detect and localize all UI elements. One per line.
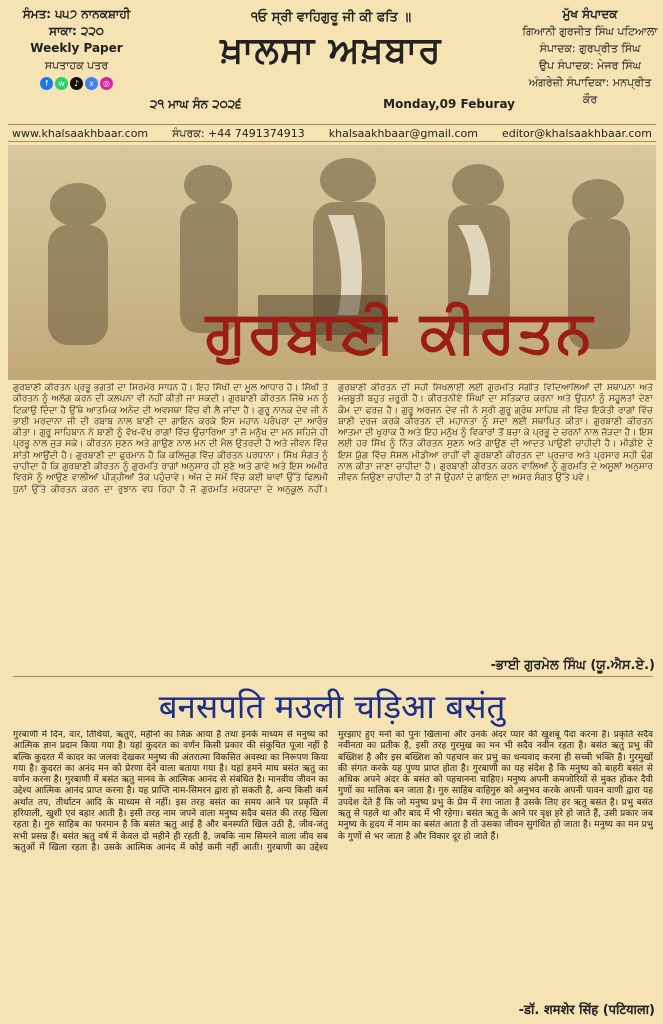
weekly-paper-en: Weekly Paper [30, 41, 123, 55]
article1-byline: -ਭਾਈ ਗੁਰਮੇਲ ਸਿੰਘ (ਯੂ.ਐਸ.ਏ.) [490, 658, 655, 673]
ikonkar-line: ੧ਓ ਸ੍ਰੀ ਵਾਹਿਗੁਰੂ ਜੀ ਕੀ ਫਤਿ ॥ [250, 10, 412, 25]
weekly-paper-pa: ਸਪਤਾਹਕ ਪਤਰ [44, 59, 109, 72]
whatsapp-icon[interactable]: w [55, 77, 68, 90]
facebook-icon[interactable]: f [40, 77, 53, 90]
chief-editor-name: ਗਿਆਨੀ ਗੁਰਜੀਤ ਸਿੰਘ ਪਟਿਆਲਾ [522, 25, 658, 38]
saka-text: ਸਾਕਾ: ੨੨੦ [48, 24, 104, 38]
chief-editor-label: ਮੁੱਖ ਸੰਪਾਦਕ [562, 7, 618, 21]
article2-title: बनसपति मउली चड़िआ बसंतु [158, 687, 506, 726]
date-punjabi: ੨੧ ਮਾਘ ਸੰਨ ੨੦੨੬ [150, 97, 242, 111]
x-icon[interactable]: x [85, 77, 98, 90]
section-divider [13, 676, 653, 677]
contact-strip [8, 124, 656, 142]
right-header [522, 6, 658, 124]
samvat-text: ਸੰਮਤ: ੫੫੭ ਨਾਨਕਸ਼ਾਹੀ [22, 7, 131, 21]
tiktok-icon[interactable]: ♪ [70, 77, 83, 90]
social-icons [13, 77, 140, 90]
left-header [13, 6, 140, 124]
editor-name: ਸੰਪਾਦਕ: ਗੁਰਪ੍ਰੀਤ ਸਿੰਘ [539, 42, 641, 55]
masthead-title: ਖ਼ਾਲਸਾ ਅਖ਼ਬਾਰ [220, 29, 442, 71]
phone-text: ਸੰਪਰਕ: +44 7491374913 [172, 127, 305, 140]
article2-byline: -डॉ. शमशेर सिंह (पटियाला) [518, 1003, 655, 1018]
article1-title: ਗੁਰਬਾਣੀ ਕੀਰਤਨ [205, 298, 595, 366]
sub-editor-name: ਉਪ ਸੰਪਾਦਕ: ਮੇਜਰ ਸਿੰਘ [539, 59, 641, 72]
english-editor-name: ਅੰਗਰੇਜ਼ੀ ਸੰਪਾਦਿਕਾ: ਮਨਪ੍ਰੀਤ ਕੌਰ [528, 76, 652, 106]
dateline [150, 97, 515, 112]
article1-body: ਗੁਰਬਾਣੀ ਕੀਰਤਨ ਪ੍ਰਭੂ ਭਗਤੀ ਦਾ ਸਿਰਮੌਰ ਸਾਧਨ ਹੈ। ਇਹ ਸਿੱਖੀ ਦਾ ਮੂਲ ਆਧਾਰ ਹੈ। ਸਿੱਖੀ ਤੇ ਕੀਰਤਨ ਨੂੰ ਅਲੱਗ ਕਰਨ ਦੀ ਕਲਪਨਾ ਵੀ ਨਹੀਂ ਕੀਤੀ ਜਾ ਸਕਦੀ। ਗੁਰਬਾਣੀ ਕੀਰਤਨ ਜਿੱਥੇ ਮਨ ਨੂੰ ਟਿਕਾਉ ਦਿੰਦਾ ਹੈ ਉੱਥੇ ਆਤਮਿਕ ਅਨੰਦ ਦੀ ਅਵਸਥਾ ਵਿੱਚ ਵੀ ਲੈ ਜਾਂਦਾ ਹੈ। ਗੁਰੂ ਨਾਨਕ ਦੇਵ ਜੀ ਨੇ ਭਾਈ ਮਰਦਾਨਾ ਜੀ ਦੀ ਰਬਾਬ ਨਾਲ ਬਾਣੀ ਦਾ ਗਾਇਨ ਕਰਕੇ ਇਸ ਮਹਾਨ ਪਰੰਪਰਾ ਦਾ ਆਰੰਭ ਕੀਤਾ। ਗੁਰੂ ਸਾਹਿਬਾਨ ਨੇ ਬਾਣੀ ਨੂੰ ਵੱਖ-ਵੱਖ ਰਾਗਾਂ ਵਿੱਚ ਉਚਾਰਿਆ ਤਾਂ ਜੋ ਮਨੁੱਖ ਦਾ ਮਨ ਸਹਿਜੇ ਹੀ ਪ੍ਰਭੂ ਨਾਲ ਜੁੜ ਸਕੇ। ਕੀਰਤਨ ਸੁਣਨ ਅਤੇ ਗਾਉਣ ਨਾਲ ਮਨ ਦੀ ਮੈਲ ਉਤਰਦੀ ਹੈ ਅਤੇ ਜੀਵਨ ਵਿੱਚ ਸ਼ਾਂਤੀ ਆਉਂਦੀ ਹੈ। ਗੁਰਬਾਣੀ ਦਾ ਫੁਰਮਾਨ ਹੈ ਕਿ ਕਲਿਜੁਗ ਵਿੱਚ ਕੀਰਤਨ ਪਰਧਾਨਾ। ਸਿੱਖ ਸੰਗਤ ਨੂੰ ਚਾਹੀਦਾ ਹੈ ਕਿ ਗੁਰਬਾਣੀ ਕੀਰਤਨ ਨੂੰ ਗੁਰਮਤਿ ਰਾਗਾਂ ਅਨੁਸਾਰ ਹੀ ਸੁਣੇ ਅਤੇ ਗਾਵੇ ਅਤੇ ਇਸ ਅਮੀਰ ਵਿਰਸੇ ਨੂੰ ਆਉਣ ਵਾਲੀਆਂ ਪੀੜ੍ਹੀਆਂ ਤੱਕ ਪਹੁੰਚਾਵੇ। ਅੱਜ ਦੇ ਸਮੇਂ ਵਿੱਚ ਕਈ ਥਾਵਾਂ ਉੱਤੇ ਫਿਲਮੀ ਧੁਨਾਂ ਉੱਤੇ ਕੀਰਤਨ ਕਰਨ ਦਾ ਰੁਝਾਨ ਵਧ ਰਿਹਾ ਹੈ ਜੋ ਗੁਰਮਤਿ ਮਰਯਾਦਾ ਦੇ ਅਨੁਕੂਲ ਨਹੀਂ। ਗੁਰਬਾਣੀ ਕੀਰਤਨ ਦੀ ਸਹੀ ਸਿਖਲਾਈ ਲਈ ਗੁਰਮਤਿ ਸੰਗੀਤ ਵਿਦਿਆਲਿਆਂ ਦੀ ਸਥਾਪਨਾ ਅਤੇ ਮਜ਼ਬੂਤੀ ਬਹੁਤ ਜ਼ਰੂਰੀ ਹੈ। ਕੀਰਤਨੀਏ ਸਿੰਘਾਂ ਦਾ ਸਤਿਕਾਰ ਕਰਨਾ ਅਤੇ ਉਹਨਾਂ ਨੂੰ ਸਹੂਲਤਾਂ ਦੇਣਾ ਕੌਮ ਦਾ ਫਰਜ਼ ਹੈ। ਗੁਰੂ ਅਰਜਨ ਦੇਵ ਜੀ ਨੇ ਸ੍ਰੀ ਗੁਰੂ ਗ੍ਰੰਥ ਸਾਹਿਬ ਜੀ ਵਿੱਚ ਇਕੱਤੀ ਰਾਗਾਂ ਵਿੱਚ ਬਾਣੀ ਦਰਜ ਕਰਕੇ ਕੀਰਤਨ ਦੀ ਮਹਾਨਤਾ ਨੂੰ ਸਦਾ ਲਈ ਸਥਾਪਿਤ ਕੀਤਾ। ਗੁਰਬਾਣੀ ਕੀਰਤਨ ਆਤਮਾ ਦੀ ਖੁਰਾਕ ਹੈ ਅਤੇ ਇਹ ਮਨੁੱਖ ਨੂੰ ਵਿਕਾਰਾਂ ਤੋਂ ਬਚਾ ਕੇ ਪ੍ਰਭੂ ਦੇ ਚਰਨਾਂ ਨਾਲ ਜੋੜਦਾ ਹੈ। ਇਸ ਲਈ ਹਰ ਸਿੱਖ ਨੂੰ ਨਿੱਤ ਕੀਰਤਨ ਸੁਣਨ ਅਤੇ ਗਾਉਣ ਦੀ ਆਦਤ ਪਾਉਣੀ ਚਾਹੀਦੀ ਹੈ। ਮੀਡੀਏ ਦੇ ਇਸ ਯੁੱਗ ਵਿੱਚ ਸੋਸ਼ਲ ਮੀਡੀਆ ਰਾਹੀਂ ਵੀ ਗੁਰਬਾਣੀ ਕੀਰਤਨ ਦਾ ਪ੍ਰਚਾਰ ਅਤੇ ਪ੍ਰਸਾਰ ਸਹੀ ਢੰਗ ਨਾਲ ਕੀਤਾ ਜਾਣਾ ਚਾਹੀਦਾ ਹੈ। ਗੁਰਬਾਣੀ ਕੀਰਤਨ ਕਰਨ ਵਾਲਿਆਂ ਨੂੰ ਗੁਰਮਤਿ ਦੇ ਅਸੂਲਾਂ ਅਨੁਸਾਰ ਜੀਵਨ ਜਿਉਣਾ ਚਾਹੀਦਾ ਹੈ ਤਾਂ ਜੋ ਉਹਨਾਂ ਦੇ ਗਾਇਨ ਦਾ ਅਸਰ ਸੰਗਤ ਉੱਤੇ ਪਵੇ। [13, 383, 653, 495]
website-link[interactable]: www.khalsaakhbaar.com [12, 127, 149, 140]
article2-body: गुरबाणी में दिन, वार, तिथियां, ऋतुएं, महीनों का जिक्र आया है तथा इनके माध्यम से मनुष्य को आत्मिक ज्ञान प्रदान किया गया है। यहां कुदरत का वर्णन किसी प्रकार की संकुचित पूजा नहीं है बल्कि कुदरत में कादर का जलवा देखकर मनुष्य की अंतरात्मा विकसित अवस्था का निरूपण किया गया है। कुदरत का अनंद मन को प्रेरणा देने वाला बताया गया है। यहां हमने माघ बसंत ऋतु का वर्णन करना है। गुरबाणी में बसंत ऋतु मानव के आत्मिक आनंद से संबंधित है। मानवीय जीवन का उद्देश्य आत्मिक आनंद प्राप्त करना है। यह प्राप्ति नाम-सिमरन द्वारा हो सकती है, अन्य किसी कर्म अर्थात तप, तीर्थाटन आदि के माध्यम से नहीं। इस तरह बसंत का समय आने पर प्रकृति में हरियाली, खुशी एवं बहार आती है। इसी तरह नाम जपने वाला मनुष्य सदैव बसंत की तरह खिला रहता है। गुरु साहिब का फरमान है कि बसंत ऋतु आई है और बनस्पति खिल उठी है, जीव-जंतु सभी प्रसन्न हैं। बसंत ऋतु वर्ष में केवल दो महीने ही रहती है, जबकि नाम सिमरने वाला जीव सब ऋतुओं में खिला रहता है। उसके आत्मिक आनंद में कोई कमी नहीं आती। गुरबाणी का उद्देश्य मुरझाए हुए मनों को पुनः खिलाना और उनके अंदर प्यार की खुशबू पैदा करना है। प्रकृति सदैव नवीनता का प्रतीक है, इसी तरह गुरमुख का मन भी सदैव नवीन रहता है। बसंत ऋतु प्रभु की बख्शिश है और इस बख्शिश को पहचान कर प्रभु का धन्यवाद करना ही सच्ची भक्ति है। गुरमुखों की संगत करके यह पुण्य प्राप्त होता है। गुरबाणी का यह संदेश है कि मनुष्य को बाहरी बसंत से अधिक अपने अंदर के बसंत को पहचानना चाहिए। मनुष्य अपनी कमजोरियों से मुक्त होकर दैवी गुणों का मालिक बन जाता है। गुरु साहिब वाहिगुरु को अनुभव करके अपनी पावन वाणी द्वारा यह उपदेश देते हैं कि जो मनुष्य प्रभु के प्रेम में रंगा जाता है उसके लिए हर ऋतु बसंत है। प्रभु बसंत ऋतु से पहले था और बाद में भी रहेगा। बसंत ऋतु के आने पर वृक्ष हरे हो जाते हैं, उसी प्रकार जब मनुष्य के हृदय में नाम का बसंत आता है तो उसका जीवन सुगंधित हो जाता है। मनुष्य का मन प्रभु के गुणों से भर जाता है और विकार दूर हो जाते हैं। [13, 730, 653, 853]
date-english: Monday,09 Feburay [383, 97, 515, 111]
email-link[interactable]: khalsaakhbaar@gmail.com [328, 127, 478, 140]
instagram-icon[interactable]: ◎ [100, 77, 113, 90]
editor-email-link[interactable]: editor@khalsaakhbaar.com [501, 127, 652, 140]
masthead-area [140, 10, 522, 72]
